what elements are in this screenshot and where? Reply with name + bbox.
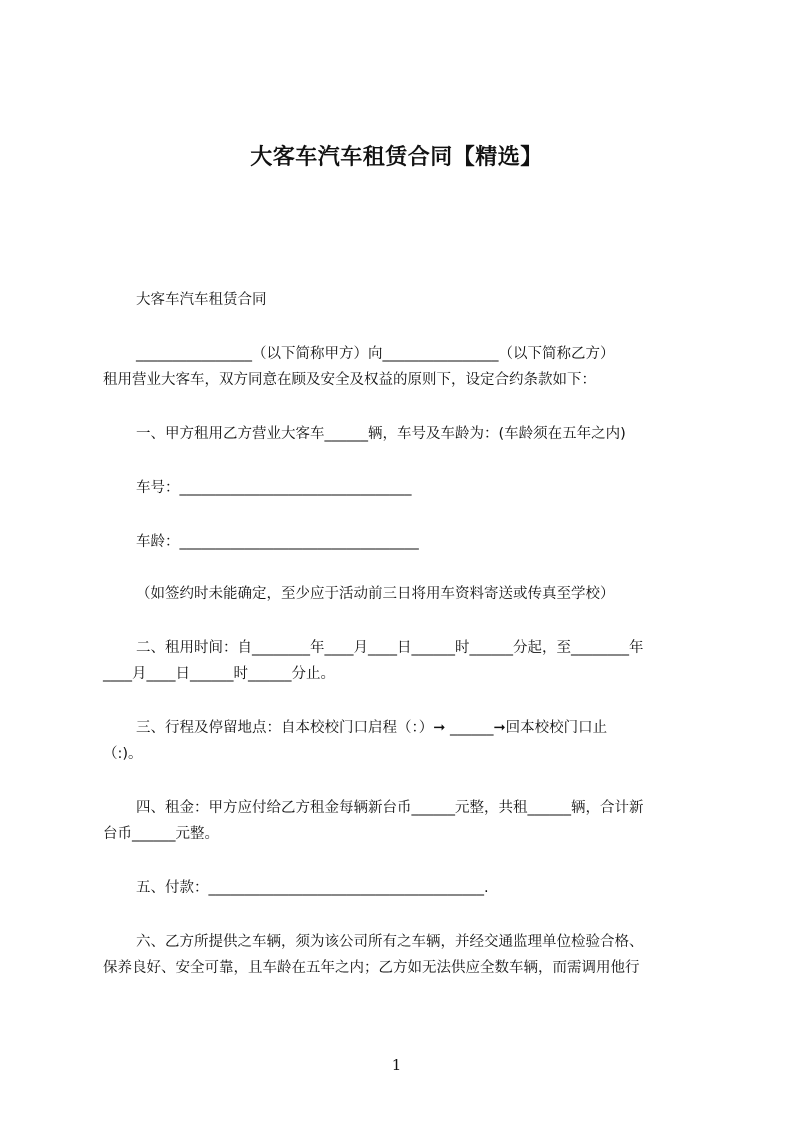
intro-line-1: ________________（以下简称甲方）向________________（以下简称乙方） xyxy=(136,346,615,362)
car-number-field: 车号：________________________________ xyxy=(136,480,412,496)
intro-line-2: 租用营业大客车，双方同意在顾及安全及权益的原则下，设定合约条款如下： xyxy=(103,372,596,388)
clause-4-line-1: 四、租金：甲方应付给乙方租金每辆新台币______元整，共租______辆，合计新 xyxy=(136,800,644,816)
clause-2-line-2: ____月____日______时______分止。 xyxy=(103,666,335,682)
contract-subtitle: 大客车汽车租赁合同 xyxy=(136,292,267,308)
clause-6-line-1: 六、乙方所提供之车辆，须为该公司所有之车辆，并经交通监理单位检验合格、 xyxy=(136,934,644,950)
car-age-field: 车龄：_________________________________ xyxy=(136,534,419,550)
clause-5: 五、付款：______________________________________. xyxy=(136,880,489,896)
clause-4-line-2: 台币______元整。 xyxy=(103,826,219,842)
clause-2-line-1: 二、租用时间：自________年____月____日______时______分起，至________年 xyxy=(136,640,644,656)
clause-1: 一、甲方租用乙方营业大客车______辆，车号及车龄为：(车龄须在五年之内) xyxy=(136,426,626,442)
clause-6-line-2: 保养良好、安全可靠，且车龄在五年之内；乙方如无法供应全数车辆，而需调用他行 xyxy=(103,960,640,976)
clause-3-line-1: 三、行程及停留地点：自本校校门口启程（：）➞ ______➞回本校校门口止 xyxy=(136,720,608,736)
document-title: 大客车汽车租赁合同【精选】 xyxy=(250,145,543,170)
clause-3-line-2: （:)。 xyxy=(103,746,143,762)
clause-note: （如签约时未能确定，至少应于活动前三日将用车资料寄送或传真至学校） xyxy=(136,586,615,602)
page-number: 1 xyxy=(391,1056,402,1074)
